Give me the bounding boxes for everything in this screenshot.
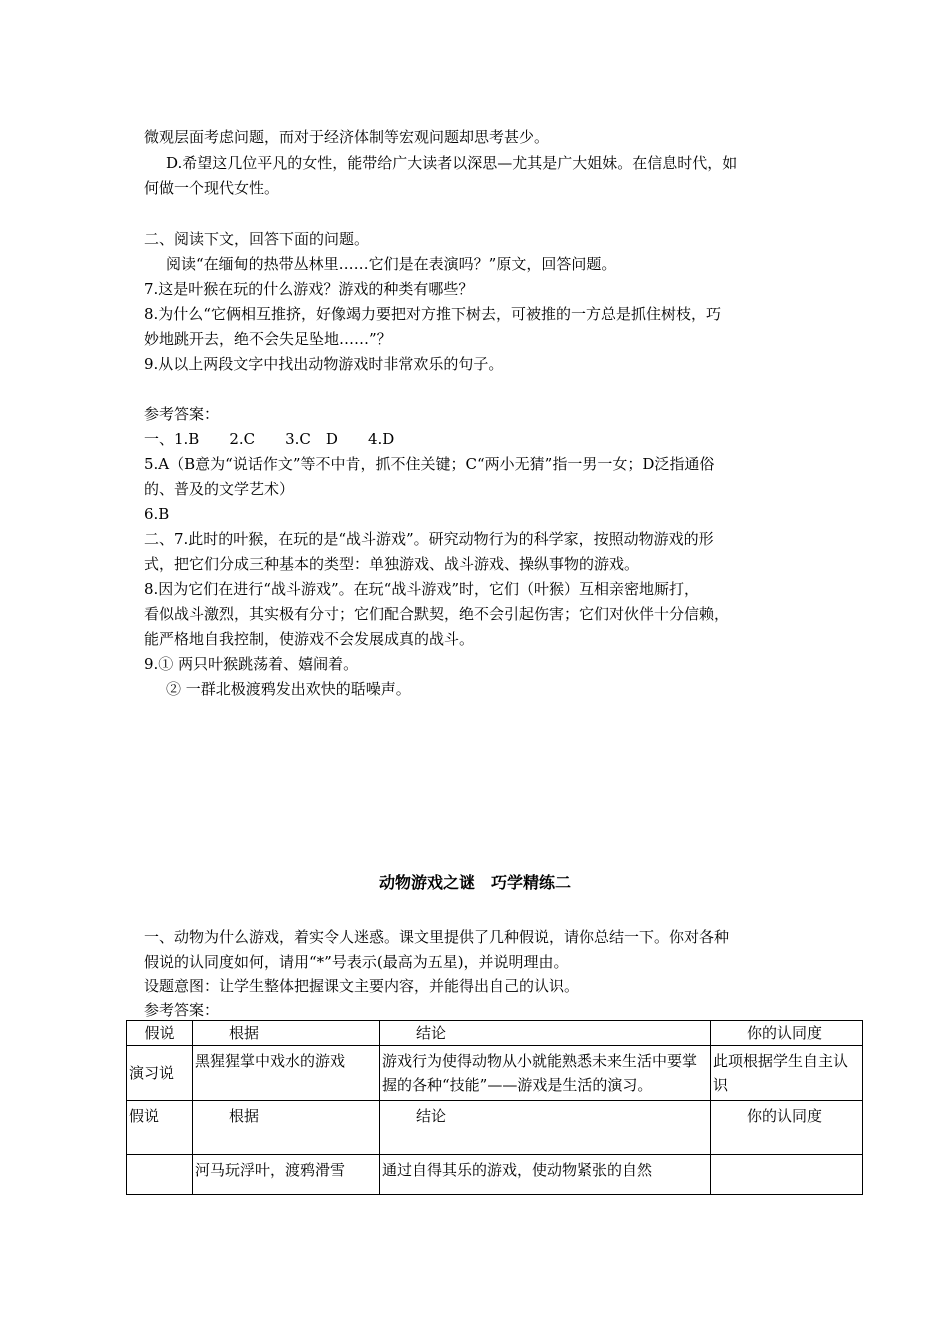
table-header-cell: 假说 bbox=[127, 1101, 193, 1155]
table-header-row bbox=[127, 1021, 863, 1046]
table-row bbox=[127, 1046, 863, 1101]
table-cell: 演习说 bbox=[127, 1046, 193, 1101]
table-header-cell: 假说 bbox=[127, 1021, 193, 1046]
table-cell: 通过自得其乐的游戏，使动物紧张的自然 bbox=[380, 1155, 711, 1195]
question-7: 7.这是叶猴在玩的什么游戏？游戏的种类有哪些？ bbox=[144, 280, 474, 298]
answer-table bbox=[126, 1020, 863, 1195]
table-header-cell: 结论 bbox=[380, 1021, 711, 1046]
table-cell: 河马玩浮叶，渡鸦滑雪 bbox=[193, 1155, 380, 1195]
text-line: 何做一个现代女性。 bbox=[144, 179, 280, 197]
answer-8-cont: 能严格地自我控制，使游戏不会发展成真的战斗。 bbox=[144, 630, 475, 648]
question-8: 8.为什么“它俩相互推挤，好像竭力要把对方推下树去，可被推的一方总是抓住树枝，巧 bbox=[144, 305, 721, 323]
table-cell: 游戏行为使得动物从小就能熟悉未来生活中要掌握的各种“技能”——游戏是生活的演习。 bbox=[380, 1046, 711, 1101]
question-9: 9.从以上两段文字中找出动物游戏时非常欢乐的句子。 bbox=[144, 355, 504, 373]
table-cell bbox=[127, 1155, 193, 1195]
exercise-question-cont: 假说的认同度如何，请用“*”号表示(最高为五星)，并说明理由。 bbox=[144, 953, 569, 971]
answer-5-cont: 的、普及的文学艺术） bbox=[144, 480, 295, 498]
answer-6: 6.B bbox=[144, 505, 170, 523]
answer-9-cont: ② 一群北极渡鸦发出欢快的聒噪声。 bbox=[166, 680, 411, 698]
table-header-cell: 根据 bbox=[193, 1101, 380, 1155]
answer-7-cont: 式，把它们分成三种基本的类型：单独游戏、战斗游戏、操纵事物的游戏。 bbox=[144, 555, 640, 573]
answer-8-cont: 看似战斗激烈，其实极有分寸；它们配合默契，绝不会引起伤害；它们对伙伴十分信赖， bbox=[144, 605, 730, 623]
page-title: 动物游戏之谜 巧学精练二 bbox=[378, 873, 571, 892]
answer-5: 5.A（B意为“说话作文”等不中肯，抓不住关键；C“两小无猜”指一男一女；D泛指通俗 bbox=[144, 455, 715, 473]
table-cell: 黑猩猩掌中戏水的游戏 bbox=[193, 1046, 380, 1101]
table-row bbox=[127, 1155, 863, 1195]
design-intent: 设题意图：让学生整体把握课文主要内容，并能得出自己的认识。 bbox=[144, 977, 580, 995]
table-header-cell: 根据 bbox=[193, 1021, 380, 1046]
exercise-question: 一、动物为什么游戏，着实令人迷惑。课文里提供了几种假说，请你总结一下。你对各种 bbox=[144, 928, 730, 946]
table-header-cell: 结论 bbox=[380, 1101, 711, 1155]
question-8-cont: 妙地跳开去，绝不会失足坠地……”？ bbox=[144, 330, 392, 348]
answer-8: 8.因为它们在进行“战斗游戏”。在玩“战斗游戏”时，它们（叶猴）互相亲密地厮打， bbox=[144, 580, 699, 598]
answer-line: 一、1.B 2.C 3.C D 4.D bbox=[144, 430, 395, 448]
table-cell bbox=[711, 1155, 863, 1195]
text-line: D.希望这几位平凡的女性，能带给广大读者以深思—尤其是广大姐妹。在信息时代，如 bbox=[166, 154, 738, 172]
table-header-row bbox=[127, 1101, 863, 1155]
table-header-cell: 你的认同度 bbox=[711, 1101, 863, 1155]
answer-7: 二、7.此时的叶猴，在玩的是“战斗游戏”。研究动物行为的科学家，按照动物游戏的形 bbox=[144, 530, 714, 548]
instruction: 阅读“在缅甸的热带丛林里……它们是在表演吗？”原文，回答问题。 bbox=[166, 255, 617, 273]
answers-heading: 参考答案： bbox=[144, 405, 220, 423]
table-header-cell: 你的认同度 bbox=[711, 1021, 863, 1046]
text-line: 微观层面考虑问题，而对于经济体制等宏观问题却思考甚少。 bbox=[144, 128, 550, 146]
answer-heading: 参考答案： bbox=[144, 1001, 220, 1019]
answer-9: 9.① 两只叶猴跳荡着、嬉闹着。 bbox=[144, 655, 359, 673]
section-heading: 二、阅读下文，回答下面的问题。 bbox=[144, 230, 370, 248]
table-cell: 此项根据学生自主认识 bbox=[711, 1046, 863, 1101]
